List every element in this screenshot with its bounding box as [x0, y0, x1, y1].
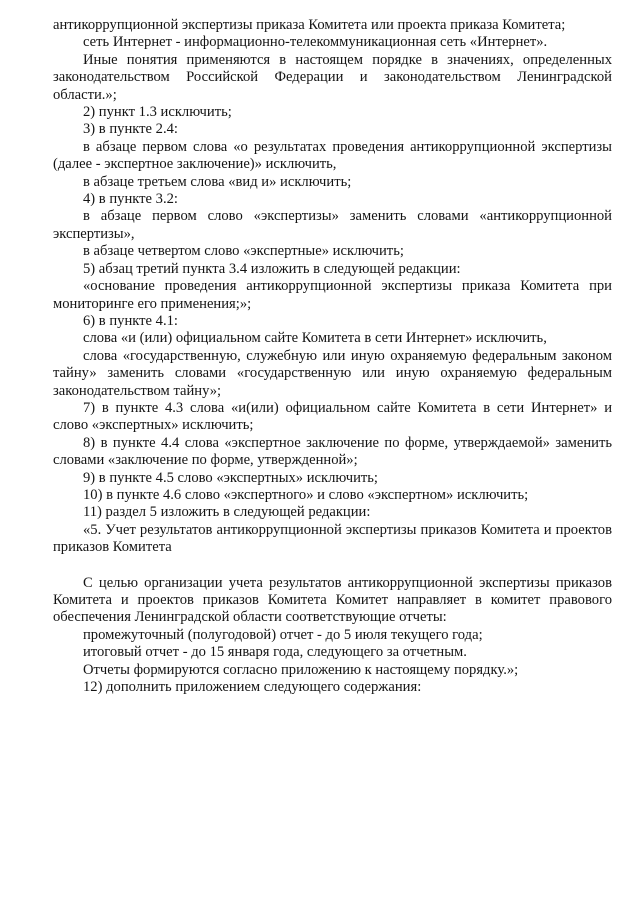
list-item: 10) в пункте 4.6 слово «экспертного» и слово «экспертном» исключить; — [83, 486, 529, 503]
list-item: 6) в пункте 4.1: — [83, 312, 178, 329]
paragraph: С целью организации учета результатов антикоррупционной экспертизы приказов Комитета и проектов приказов Комитета Комитет направляет в комитет правового обеспечения Ленинградской области соответствующие отчеты: — [53, 574, 612, 626]
list-item: 5) абзац третий пункта 3.4 изложить в следующей редакции: — [83, 260, 461, 277]
paragraph: в абзаце четвертом слово «экспертные» исключить; — [83, 243, 404, 260]
paragraph: антикоррупционной экспертизы приказа Комитета или проекта приказа Комитета; — [53, 17, 566, 33]
paragraph: слова «и (или) официальном сайте Комитета в сети Интернет» исключить, — [83, 330, 547, 347]
section-heading: «5. Учет результатов антикоррупционной экспертизы приказов Комитета и проектов приказов Комитета — [53, 521, 612, 556]
paragraph: в абзаце третьем слова «вид и» исключить; — [83, 173, 352, 190]
paragraph: итоговый отчет - до 15 января года, следующего за отчетным. — [83, 644, 467, 661]
list-item: 4) в пункте 3.2: — [83, 191, 178, 208]
list-item: 7) в пункте 4.3 слова «и(или) официальном сайте Комитета в сети Интернет» и слово «экспертных» исключить; — [53, 399, 612, 434]
paragraph: слова «государственную, служебную или иную охраняемую федеральным законом тайну» заменить словами «государственную или иную охраняемую федеральным законодательством тайну»; — [53, 347, 612, 399]
quoted-paragraph: «основание проведения антикоррупционной экспертизы приказа Комитета при мониторинге его применения;»; — [53, 278, 612, 312]
list-item: 2) пункт 1.3 исключить; — [83, 104, 232, 121]
paragraph: сеть Интернет - информационно-телекоммуникационная сеть «Интернет». — [83, 34, 548, 51]
list-item: 8) в пункте 4.4 слова «экспертное заключение по форме, утверждаемой» заменить словами «заключение по форме, утвержденной»; — [53, 434, 612, 469]
paragraph: Иные понятия применяются в настоящем порядке в значениях, определенных законодательством Российской Федерации и законодательством Ленинградской области.»; — [53, 51, 612, 103]
list-item: 11) раздел 5 изложить в следующей редакции: — [83, 504, 371, 521]
paragraph: промежуточный (полугодовой) отчет - до 5 июля текущего года; — [83, 626, 483, 643]
paragraph: Отчеты формируются согласно приложению к настоящему порядку.»; — [83, 661, 519, 678]
list-item: 3) в пункте 2.4: — [83, 121, 178, 138]
list-item: 12) дополнить приложением следующего содержания: — [83, 679, 422, 696]
paragraph: в абзаце первом слово «экспертизы» заменить словами «антикоррупционной экспертизы», — [53, 208, 612, 242]
paragraph: в абзаце первом слова «о результатах проведения антикоррупционной экспертизы (далее - экспертное заключение)» исключить, — [53, 138, 612, 173]
list-item: 9) в пункте 4.5 слово «экспертных» исключить; — [83, 469, 378, 486]
document-page — [53, 17, 612, 696]
